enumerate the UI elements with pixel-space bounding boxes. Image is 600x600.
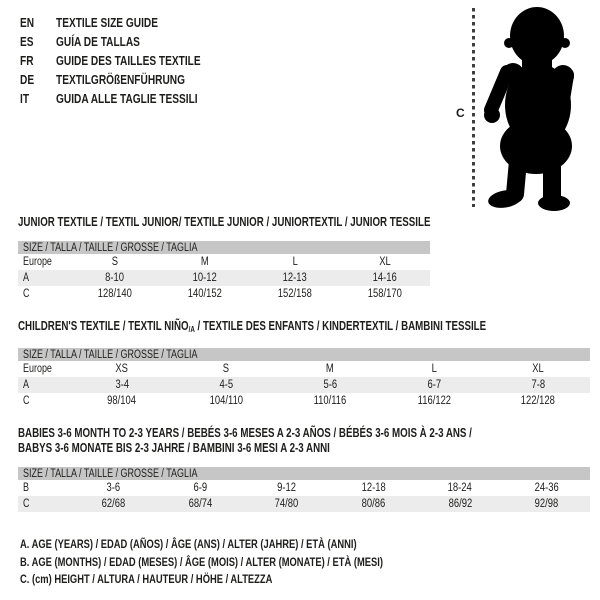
lang-code-es: ES: [20, 34, 34, 49]
lang-row-es: [20, 34, 241, 53]
size-cell-text: 140/152: [187, 288, 223, 300]
size-cell: [417, 480, 504, 496]
row-label-cell: [18, 254, 70, 270]
row-label-text: C: [23, 395, 30, 407]
size-cell: [382, 393, 486, 409]
baby-silhouette-icon: [480, 5, 580, 211]
size-cell-text: 8-10: [105, 272, 125, 284]
size-cell: [278, 393, 382, 409]
lang-label-it: GUIDA ALLE TAGLIE TESSILI: [55, 91, 198, 106]
babies-section-heading: [18, 426, 590, 456]
size-cell: [330, 480, 417, 496]
size-cell: [174, 377, 278, 393]
children-section-heading: [18, 320, 590, 336]
size-cell-text: S: [111, 256, 119, 268]
size-cell: [278, 361, 382, 377]
junior-heading-text: JUNIOR TEXTILE / TEXTIL JUNIOR/ TEXTILE JUNIOR / JUNIORTEXTIL / JUNIOR TESSILE: [18, 215, 431, 229]
language-title-block: [20, 15, 241, 110]
size-cell: [243, 496, 330, 512]
size-cell-text: 12-13: [282, 272, 308, 284]
size-cell-text: 68/74: [188, 498, 212, 510]
size-cell: [174, 393, 278, 409]
junior-table-header-band: [18, 241, 430, 254]
size-header-text: SIZE / TALLA / TAILLE / GRÖSSE / TAGLIA: [23, 348, 198, 361]
footnote-a-text: A. AGE (YEARS) / EDAD (AÑOS) / ÂGE (ANS) / ALTER (JAHRE) / ETÀ (ANNI): [20, 537, 357, 551]
row-label-text: A: [23, 379, 29, 391]
size-cell: [70, 361, 174, 377]
row-label-text: Europe: [23, 363, 52, 375]
size-cell: [486, 377, 590, 393]
babies-heading-line2: BABYS 3-6 MONATE BIS 2-3 JAHRE / BAMBINI 3-6 MESI A 2-3 ANNI: [18, 441, 330, 455]
size-cell-text: 152/158: [277, 288, 313, 300]
size-cell-text: 104/110: [209, 395, 243, 407]
size-cell-text: 5-6: [323, 379, 337, 391]
row-label-text: B: [23, 482, 29, 494]
size-cell: [250, 270, 340, 286]
size-cell: [160, 270, 250, 286]
size-cell-text: 4-5: [219, 379, 233, 391]
size-cell: [243, 480, 330, 496]
babies-row-height: [18, 496, 590, 512]
size-cell: [340, 254, 430, 270]
size-cell-text: 158/170: [367, 288, 403, 300]
size-cell-text: 18-24: [447, 482, 473, 494]
size-cell: [70, 480, 157, 496]
row-label-text: Europe: [23, 256, 52, 268]
size-cell-text: 12-18: [361, 482, 386, 494]
footnote-b-text: B. AGE (MONTHS) / EDAD (MESES) / ÂGE (MOIS) / ALTER (MONATE) / ETÀ (MESI): [20, 554, 383, 569]
junior-row-europe: [18, 254, 430, 270]
size-cell: [70, 496, 157, 512]
lang-code-en: EN: [20, 15, 35, 30]
size-cell: [382, 377, 486, 393]
size-cell: [157, 480, 244, 496]
lang-label-fr: GUIDE DES TAILLES TEXTILE: [55, 53, 201, 68]
lang-label-de: TEXTILGRÖßENFÜHRUNG: [55, 72, 185, 87]
height-measure-label: C: [456, 106, 465, 120]
size-cell-text: 74/80: [274, 498, 299, 510]
lang-code-fr: FR: [20, 53, 34, 68]
row-label-text: A: [23, 272, 29, 284]
size-cell: [503, 496, 590, 512]
babies-size-table: [18, 467, 590, 512]
size-cell-text: M: [201, 256, 209, 268]
size-cell-text: 62/68: [101, 498, 126, 510]
size-cell-text: 80/86: [361, 498, 386, 510]
size-cell: [70, 286, 160, 302]
footnote-c-text: C. (cm) HEIGHT / ALTURA / HAUTEUR / HÖHE / ALTEZZA: [20, 572, 273, 586]
size-header-text: SIZE / TALLA / TAILLE / GRÖSSE / TAGLIA: [23, 241, 198, 254]
size-cell-text: 6-9: [193, 482, 207, 494]
children-table-header-row: [18, 348, 590, 361]
babies-table-header-band: [18, 467, 590, 480]
row-label-cell: [18, 496, 70, 512]
section-junior-textile: [18, 216, 430, 302]
babies-row-months: [18, 480, 590, 496]
row-label-text: C: [23, 288, 30, 300]
size-cell: [157, 496, 244, 512]
size-cell: [70, 393, 174, 409]
children-heading-text-after: / TEXTILE DES ENFANTS / KINDERTEXTIL / BAMBINI TESSILE: [194, 319, 487, 333]
size-cell: [330, 496, 417, 512]
row-label-cell: [18, 393, 70, 409]
junior-size-table: [18, 241, 430, 302]
junior-section-heading: [18, 216, 430, 229]
lang-label-es: GUÍA DE TALLAS: [55, 34, 140, 49]
size-cell-text: L: [431, 363, 437, 375]
footnotes-block: [20, 537, 485, 590]
row-label-cell: [18, 377, 70, 393]
size-cell: [70, 377, 174, 393]
lang-row-de: [20, 72, 241, 91]
size-cell: [160, 254, 250, 270]
size-cell: [503, 480, 590, 496]
size-cell: [174, 361, 278, 377]
size-cell: [486, 393, 590, 409]
size-cell: [417, 496, 504, 512]
lang-code-it: IT: [20, 91, 30, 106]
size-cell-text: 98/104: [107, 395, 137, 407]
size-cell-text: 3-4: [115, 379, 129, 391]
size-cell-text: 92/98: [534, 498, 559, 510]
size-cell-text: XL: [532, 363, 544, 375]
footnote-b: [20, 555, 485, 573]
size-header-text: SIZE / TALLA / TAILLE / GRÖSSE / TAGLIA: [23, 467, 198, 480]
babies-table-header-row: [18, 467, 590, 480]
children-heading-subscript: /A: [188, 325, 195, 334]
children-size-table: [18, 348, 590, 409]
row-label-cell: [18, 480, 70, 496]
size-cell: [70, 270, 160, 286]
size-cell-text: XL: [379, 256, 391, 268]
size-cell-text: S: [222, 363, 230, 375]
size-cell-text: 122/128: [520, 395, 556, 407]
row-label-cell: [18, 286, 70, 302]
junior-table-header-row: [18, 241, 430, 254]
children-table-header-band: [18, 348, 590, 361]
lang-label-en: TEXTILE SIZE GUIDE: [55, 15, 158, 30]
size-cell: [70, 254, 160, 270]
size-cell-text: 9-12: [277, 482, 297, 494]
size-cell: [486, 361, 590, 377]
size-cell: [250, 254, 340, 270]
lang-code-de: DE: [20, 72, 35, 87]
children-row-age: [18, 377, 590, 393]
children-heading-text: CHILDREN'S TEXTILE / TEXTIL NIÑO: [18, 319, 189, 333]
size-cell-text: 24-36: [534, 482, 559, 494]
footnote-a: [20, 537, 485, 555]
size-cell-text: 3-6: [106, 482, 121, 494]
babies-heading-line1: BABIES 3-6 MONTH TO 2-3 YEARS / BEBÉS 3-6 MESES A 2-3 AÑOS / BÉBÉS 3-6 MOIS À 2-3 ANS /: [18, 426, 472, 440]
size-cell: [340, 286, 430, 302]
size-cell-text: XS: [115, 363, 129, 375]
lang-row-it: [20, 91, 241, 110]
size-cell-text: 10-12: [192, 272, 218, 284]
size-cell: [340, 270, 430, 286]
row-label-text: C: [23, 498, 30, 510]
size-cell-text: 110/116: [313, 395, 347, 407]
size-cell-text: 128/140: [97, 288, 133, 300]
size-cell: [250, 286, 340, 302]
junior-row-height: [18, 286, 430, 302]
size-cell-text: 14-16: [372, 272, 398, 284]
size-cell-text: M: [326, 363, 334, 375]
size-cell: [278, 377, 382, 393]
section-babies-textile: [18, 426, 590, 512]
row-label-cell: [18, 270, 70, 286]
size-cell-text: 86/92: [448, 498, 472, 510]
size-cell-text: 7-8: [531, 379, 545, 391]
size-cell-text: 116/122: [417, 395, 451, 407]
size-cell-text: L: [292, 256, 298, 268]
size-cell: [382, 361, 486, 377]
size-cell-text: 6-7: [427, 379, 441, 391]
lang-row-fr: [20, 53, 241, 72]
junior-row-age: [18, 270, 430, 286]
children-row-europe: [18, 361, 590, 377]
children-row-height: [18, 393, 590, 409]
section-children-textile: [18, 320, 590, 409]
row-label-cell: [18, 361, 70, 377]
height-measure-line: [472, 8, 475, 207]
lang-row-en: [20, 15, 241, 34]
size-cell: [160, 286, 250, 302]
footnote-c: [20, 572, 485, 590]
